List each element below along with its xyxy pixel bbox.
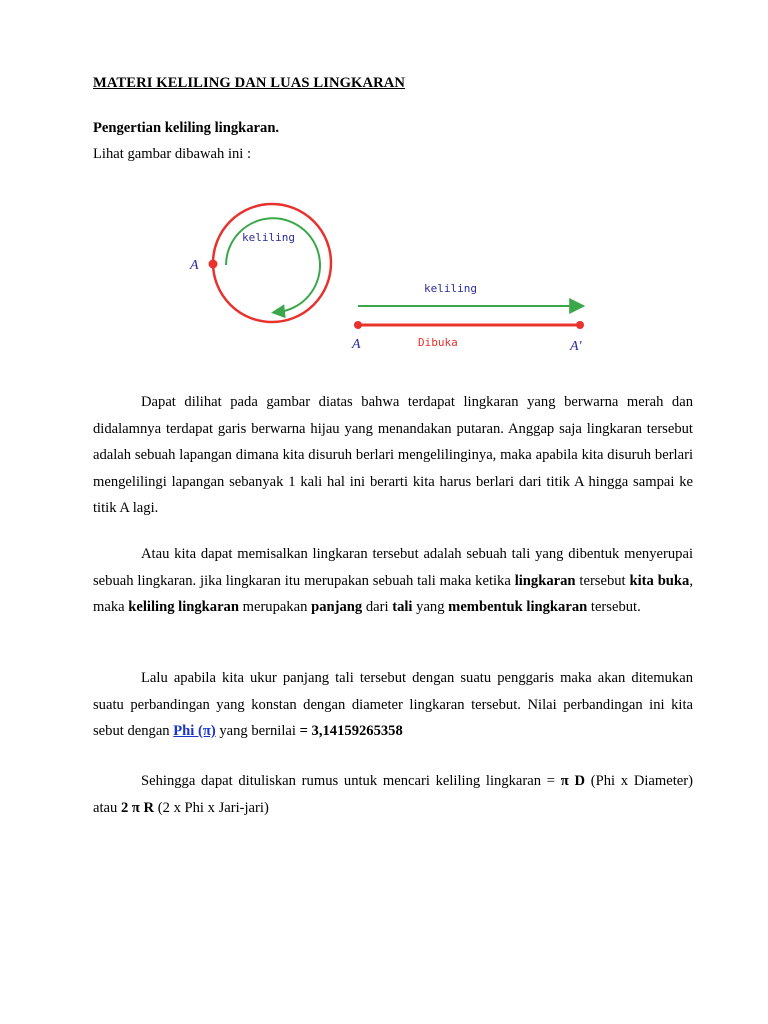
p2-text-6: yang <box>412 599 449 615</box>
p3-text-1: Lalu apabila kita ukur panjang tali tersebut dengan suatu penggaris maka akan ditemukan suatu perbandingan yang konstan dengan diameter lingkaran tersebut. Nilai perbandingan ini kita sebut dengan <box>93 670 693 739</box>
paragraph-3 <box>93 665 693 745</box>
line-start-dot <box>354 321 362 329</box>
line-end-dot <box>576 321 584 329</box>
p2-text-1: Atau kita dapat memisalkan lingkaran tersebut adalah sebuah tali yang dibentuk menyerupai sebuah lingkaran. jika lingkaran itu merupakan sebuah tali maka ketika <box>93 546 693 589</box>
line-keliling-label: keliling <box>424 282 477 295</box>
document-title: MATERI KELILING DAN LUAS LINGKARAN <box>93 75 406 91</box>
paragraph-4 <box>93 768 693 821</box>
point-a-dot <box>209 260 218 269</box>
dibuka-label: Dibuka <box>418 336 458 349</box>
red-circle <box>213 204 331 322</box>
p4-text-3: (2 x Phi x Jari-jari) <box>154 799 269 816</box>
p2-text-7: tersebut. <box>587 599 641 615</box>
intro-text: Lihat gambar dibawah ini : <box>93 146 252 162</box>
p2-bold-panjang: panjang <box>311 599 363 615</box>
p2-text-3: , maka <box>93 572 693 615</box>
p4-text-1: Sehingga dapat dituliskan rumus untuk mencari keliling lingkaran = <box>141 773 561 789</box>
p4-bold-2-pi-r: 2 π R <box>120 799 155 816</box>
line-point-a-prime-label: A' <box>570 339 582 354</box>
section-heading: Pengertian keliling lingkaran. <box>93 120 280 136</box>
p4-text-2: (Phi x Diameter) atau <box>93 773 693 816</box>
circle-keliling-label: keliling <box>242 231 295 244</box>
p2-text-4: merupakan <box>238 599 312 615</box>
p2-bold-keliling-lingkaran: keliling lingkaran <box>128 599 239 615</box>
p2-bold-membentuk-lingkaran: membentuk lingkaran <box>448 599 588 615</box>
p2-text-5: dari <box>362 599 393 615</box>
line-point-a-label: A <box>352 337 361 352</box>
p2-bold-lingkaran: lingkaran <box>514 572 576 589</box>
p2-bold-tali: tali <box>392 599 413 615</box>
paragraph-1: Dapat dilihat pada gambar diatas bahwa terdapat lingkaran yang berwarna merah dan didalamnya terdapat garis berwarna hijau yang menandakan putaran. Anggap saja lingkaran tersebut adalah sebuah lapangan dimana kita disuruh berlari mengelilinginya, maka apabila kita disuruh berlari mengelilingi lapangan sebanyak 1 kali hal ini berarti kita harus berlari dari titik A hingga sampai ke titik A lagi. <box>93 394 693 516</box>
point-a-label: A <box>190 258 199 273</box>
p3-text-2: yang bernilai <box>215 723 300 739</box>
p2-text-2: tersebut <box>575 572 630 589</box>
circumference-figure <box>180 190 600 360</box>
paragraph-2 <box>93 541 693 621</box>
phi-link[interactable]: Phi (π) <box>173 723 216 739</box>
p3-bold-value: = 3,14159265358 <box>299 723 403 739</box>
p2-bold-kita-buka: kita buka <box>629 572 690 589</box>
p4-bold-pi-d: π D <box>560 773 586 789</box>
